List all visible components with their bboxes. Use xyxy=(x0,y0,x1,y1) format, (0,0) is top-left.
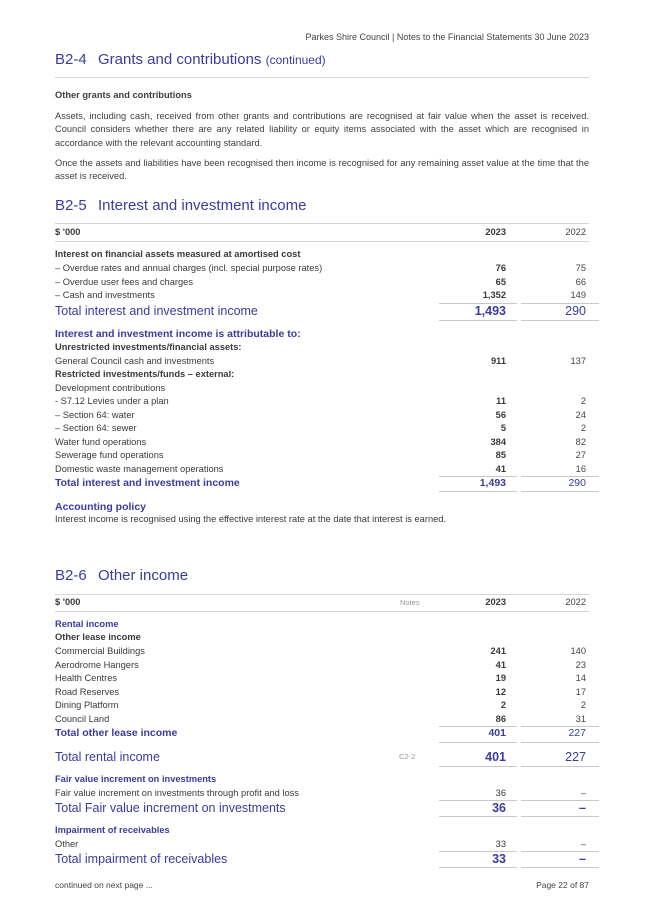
label: – Section 64: water xyxy=(55,410,135,420)
continued-note: continued on next page ... xyxy=(55,880,153,890)
group-label xyxy=(55,382,589,396)
label: Dining Platform xyxy=(55,700,119,710)
table-row xyxy=(55,449,589,463)
table-row xyxy=(55,395,589,409)
value-2022: 23 xyxy=(575,660,586,670)
value-2023: 85 xyxy=(495,450,506,460)
value-2022: – xyxy=(580,839,586,849)
note-ref: C2-2 xyxy=(399,752,416,761)
table-row xyxy=(55,422,589,436)
value-2023: 1,493 xyxy=(479,477,506,489)
group-heading xyxy=(55,824,589,838)
value-2023: 1,493 xyxy=(474,304,506,318)
rule xyxy=(439,742,517,743)
col-label: $ '000 xyxy=(55,597,81,607)
table-row xyxy=(55,713,589,727)
divider xyxy=(55,241,589,242)
value-2022: – xyxy=(579,852,586,866)
label: – Section 64: sewer xyxy=(55,423,137,433)
value-2022: 2 xyxy=(580,423,586,433)
value-2022: 24 xyxy=(575,410,586,420)
value-2023: 2 xyxy=(500,700,506,710)
value-2023: 76 xyxy=(495,263,506,273)
label: Council Land xyxy=(55,714,110,724)
col-notes: Notes xyxy=(400,598,420,607)
value-2022: 82 xyxy=(575,437,586,447)
value-2023: 401 xyxy=(485,750,506,764)
section-title-text: Grants and contributions xyxy=(98,51,262,68)
table-row xyxy=(55,289,589,303)
group-heading xyxy=(55,248,589,262)
value-2023: 1,352 xyxy=(482,290,506,300)
value-2023: 41 xyxy=(495,464,506,474)
total-row xyxy=(55,476,589,490)
label: Fair value increment on investments xyxy=(55,774,217,784)
table-row xyxy=(55,355,589,369)
total-row xyxy=(55,726,589,741)
table-header xyxy=(55,226,589,240)
value-2022: 14 xyxy=(575,673,586,683)
col-2022: 2022 xyxy=(565,597,586,607)
section-title-b2-4 xyxy=(55,51,326,68)
label: Total interest and investment income xyxy=(55,477,240,489)
divider xyxy=(55,611,589,612)
table-row xyxy=(55,463,589,477)
label: Total other lease income xyxy=(55,727,178,739)
total-row xyxy=(55,302,589,320)
rule xyxy=(521,816,599,817)
table-row xyxy=(55,686,589,700)
label: Commercial Buildings xyxy=(55,646,145,656)
label: Total Fair value increment on investments xyxy=(55,801,286,815)
table-row xyxy=(55,672,589,686)
total-row xyxy=(55,850,589,868)
value-2023: 86 xyxy=(495,714,506,724)
value-2023: 384 xyxy=(490,437,506,447)
value-2023: 33 xyxy=(492,852,506,866)
running-header: Parkes Shire Council | Notes to the Financial Statements 30 June 2023 xyxy=(305,32,589,42)
value-2022: – xyxy=(580,788,586,798)
col-2023: 2023 xyxy=(485,597,506,607)
rule xyxy=(439,816,517,817)
section-number: B2-5 xyxy=(55,197,87,214)
value-2022: 27 xyxy=(575,450,586,460)
rule xyxy=(439,766,517,767)
col-label: $ '000 xyxy=(55,227,81,237)
value-2023: 65 xyxy=(495,277,506,287)
subheading: Other grants and contributions xyxy=(55,90,192,100)
divider xyxy=(55,77,589,78)
label: Development contributions xyxy=(55,383,166,393)
section-title-b2-5 xyxy=(55,197,306,214)
label: Interest income is recognised using the effective interest rate at the date that interest is earned. xyxy=(55,514,447,524)
value-2022: 2 xyxy=(580,700,586,710)
value-2023: 36 xyxy=(495,788,506,798)
continued-label: (continued) xyxy=(265,53,326,67)
label: – Overdue user fees and charges xyxy=(55,277,193,287)
value-2023: 33 xyxy=(495,839,506,849)
rule xyxy=(439,320,517,321)
label: General Council cash and investments xyxy=(55,356,215,366)
value-2023: 41 xyxy=(495,660,506,670)
label: – Cash and investments xyxy=(55,290,155,300)
label: Other lease income xyxy=(55,632,141,642)
value-2023: 241 xyxy=(490,646,506,656)
col-2022: 2022 xyxy=(565,227,586,237)
table-row xyxy=(55,409,589,423)
label: Total rental income xyxy=(55,750,160,764)
total-row xyxy=(55,748,589,766)
rule xyxy=(439,867,517,868)
label: Interest on financial assets measured at amortised cost xyxy=(55,249,301,259)
value-2022: 17 xyxy=(575,687,586,697)
table-header xyxy=(55,596,589,610)
value-2022: 31 xyxy=(575,714,586,724)
rule xyxy=(521,867,599,868)
label: Water fund operations xyxy=(55,437,147,447)
value-2022: 75 xyxy=(575,263,586,273)
table-row xyxy=(55,699,589,713)
value-2022: 290 xyxy=(565,304,586,318)
value-2022: 227 xyxy=(565,750,586,764)
value-2023: 19 xyxy=(495,673,506,683)
label: Health Centres xyxy=(55,673,118,683)
col-2023: 2023 xyxy=(485,227,506,237)
rule xyxy=(521,491,599,492)
value-2022: 227 xyxy=(568,727,586,739)
value-2022: – xyxy=(579,801,586,815)
rule xyxy=(521,766,599,767)
divider xyxy=(55,594,589,595)
value-2022: 66 xyxy=(575,277,586,287)
value-2022: 16 xyxy=(575,464,586,474)
value-2023: 11 xyxy=(496,396,506,406)
policy-text xyxy=(55,513,589,527)
label: Fair value increment on investments through profit and loss xyxy=(55,788,299,798)
paragraph: Assets, including cash, received from other grants and contributions are recognised at fair value when the asset is received. Council considers whether there are any related liability or equity items associated with the asset which are recognised in accordance with the relevant accounting standard. xyxy=(55,111,589,148)
label: – Overdue rates and annual charges (incl. special purpose rates) xyxy=(55,263,323,273)
rule xyxy=(439,491,517,492)
value-2022: 149 xyxy=(570,290,586,300)
label: Impairment of receivables xyxy=(55,825,170,835)
group-heading xyxy=(55,341,589,355)
label: Other xyxy=(55,839,79,849)
label: - S7.12 Levies under a plan xyxy=(55,396,169,406)
section-title-text: Other income xyxy=(98,567,189,584)
label: Restricted investments/funds – external: xyxy=(55,369,235,379)
table-row xyxy=(55,262,589,276)
rule xyxy=(521,742,599,743)
label: Sewerage fund operations xyxy=(55,450,164,460)
value-2022: 137 xyxy=(570,356,586,366)
table-row xyxy=(55,276,589,290)
rule xyxy=(521,320,599,321)
value-2023: 36 xyxy=(492,801,506,815)
value-2022: 290 xyxy=(568,477,586,489)
label: Domestic waste management operations xyxy=(55,464,224,474)
attrib-heading xyxy=(55,328,589,342)
group-heading xyxy=(55,368,589,382)
value-2023: 12 xyxy=(495,687,506,697)
value-2023: 56 xyxy=(495,410,506,420)
group-heading xyxy=(55,631,589,645)
label: Aerodrome Hangers xyxy=(55,660,139,670)
label: Total interest and investment income xyxy=(55,304,258,318)
value-2022: 140 xyxy=(570,646,586,656)
table-row xyxy=(55,436,589,450)
section-title-text: Interest and investment income xyxy=(98,197,307,214)
value-2023: 911 xyxy=(491,356,506,366)
section-number: B2-6 xyxy=(55,567,87,584)
value-2023: 401 xyxy=(488,727,506,739)
section-number: B2-4 xyxy=(55,51,87,68)
divider xyxy=(55,223,589,224)
label: Accounting policy xyxy=(55,501,147,513)
label: Road Reserves xyxy=(55,687,120,697)
page-number: Page 22 of 87 xyxy=(536,880,589,890)
paragraph: Once the assets and liabilities have been recognised then income is recognised for any remaining asset value at the time that the asset is received. xyxy=(55,158,589,182)
table-row xyxy=(55,645,589,659)
value-2023: 5 xyxy=(500,423,506,433)
group-heading xyxy=(55,773,589,787)
total-row xyxy=(55,799,589,817)
section-title-b2-6 xyxy=(55,567,188,584)
label: Total impairment of receivables xyxy=(55,852,228,866)
value-2022: 2 xyxy=(580,396,586,406)
group-heading xyxy=(55,618,589,632)
label: Interest and investment income is attributable to: xyxy=(55,328,301,340)
label: Rental income xyxy=(55,619,119,629)
table-row xyxy=(55,659,589,673)
label: Unrestricted investments/financial assets: xyxy=(55,342,242,352)
